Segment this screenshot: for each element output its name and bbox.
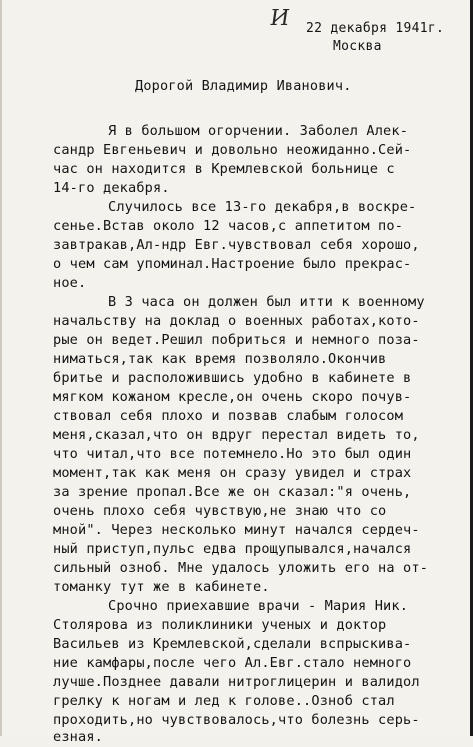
body-line: проходить,но чувствовалось,что болезнь серь- xyxy=(53,712,420,728)
letter-city: Москва xyxy=(333,39,382,54)
body-line: о чем сам упоминал.Настроение было прекрас- xyxy=(53,256,412,272)
body-line: очень плохо себя чувствую,не знаю что со xyxy=(53,503,387,519)
body-line: бритье и расположившись удобно в кабинете в xyxy=(53,370,412,386)
body-line: рые он ведет.Решил побриться и немного поза- xyxy=(53,332,420,348)
body-line: ние камфары,после чего Ал.Евг.стало немного xyxy=(53,655,412,671)
page-left-edge xyxy=(0,0,2,736)
body-line: начальству на доклад о военных работах,кото- xyxy=(53,313,420,329)
body-line: Я в большом огорчении. Заболел Алек- xyxy=(108,123,409,139)
handwritten-mark: И xyxy=(268,6,291,31)
body-line: сандр Евгеньевич и довольно неожиданно.Сей- xyxy=(53,142,412,158)
body-line: Срочно приехавшие врачи - Мария Ник. xyxy=(108,598,409,614)
body-line: мной". Через несколько минут начался сердеч- xyxy=(53,522,420,538)
body-line: Столярова из поликлиники ученых и доктор xyxy=(53,617,387,633)
body-line: ное. xyxy=(53,275,87,291)
body-line: грелку к ногам и лед к голове..Озноб стал xyxy=(53,693,395,709)
body-line: Случилось все 13-го декабря,в воскре- xyxy=(108,199,417,215)
body-line: езная. xyxy=(53,729,104,745)
body-line: час он находится в Кремлевской больнице с xyxy=(53,161,395,177)
body-line: сенье.Встав около 12 часов,с аппетитом по- xyxy=(53,218,404,234)
letter-date: 22 декабря 1941г. xyxy=(306,21,445,36)
body-line: В 3 часа он должен был итти к военному xyxy=(108,294,425,310)
body-line: ниматься,так как время позволяло.Окончив xyxy=(53,351,387,367)
body-line: Васильев из Кремлевской,сделали вспрыскива- xyxy=(53,636,412,652)
body-line: 14-го декабря. xyxy=(53,180,170,196)
body-line: ствовал себя плохо и позвав слабым голосом xyxy=(53,408,404,424)
body-line: лучше.Позднее давали нитроглицерин и валидол xyxy=(53,674,420,690)
body-line: что читал,что все потемнело.Но это был один xyxy=(53,446,412,462)
body-line: меня,сказал,что он вдруг перестал видеть то, xyxy=(53,427,420,443)
body-line: мягком кожаном кресле,он очень скоро почув- xyxy=(53,389,412,405)
letter-salutation: Дорогой Владимир Иванович. xyxy=(135,78,352,94)
body-line: за зрение пропал.Все же он сказал:"я очень, xyxy=(53,484,412,500)
body-line: момент,так как меня он сразу увидел и страх xyxy=(53,465,412,481)
body-line: завтракав,Ал-ндр Евг.чувствовал себя хорошо, xyxy=(53,237,420,253)
body-line: сильный озноб. Мне удалось уложить его на от- xyxy=(53,560,429,576)
body-line: томанку тут же в кабинете. xyxy=(53,579,270,595)
body-line: ный приступ,пульс едва прощупывался,начался xyxy=(53,541,412,557)
